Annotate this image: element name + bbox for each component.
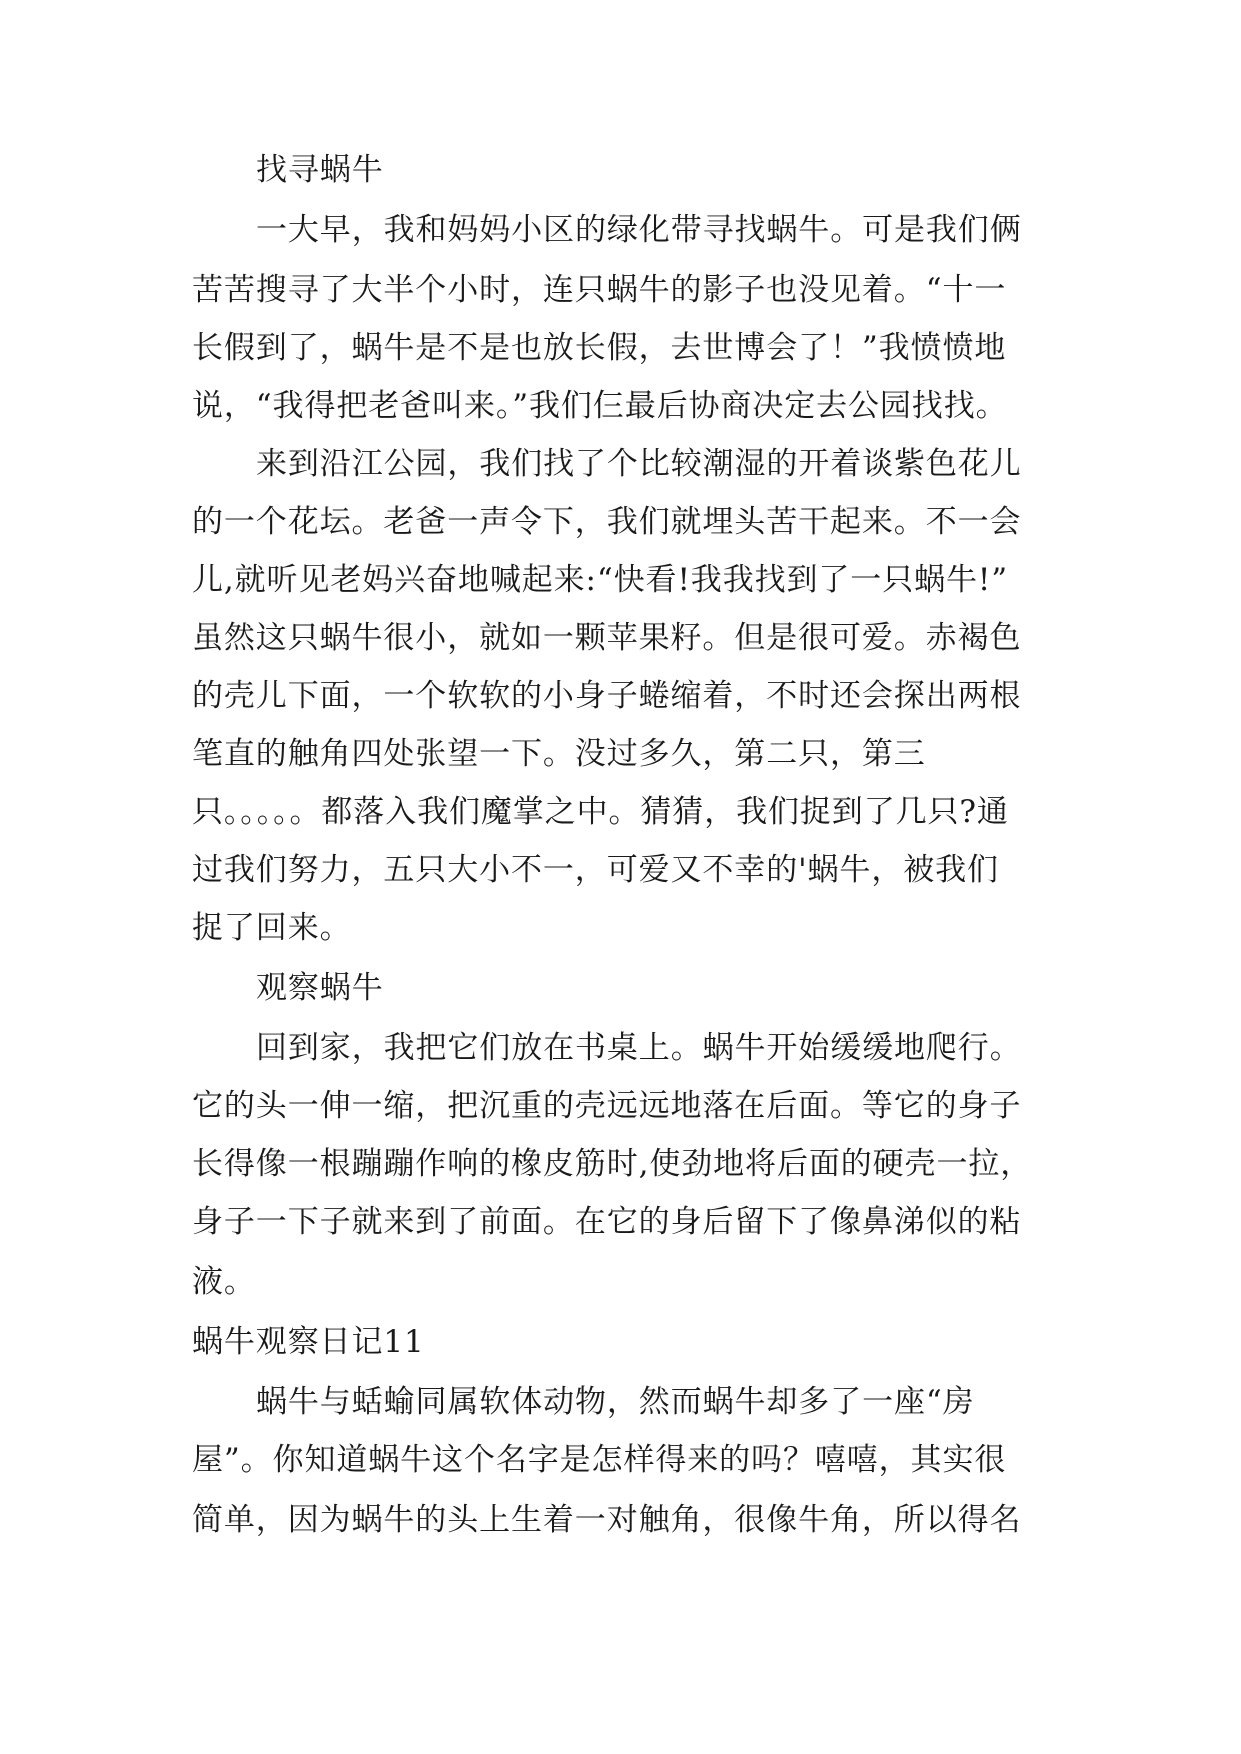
- paragraph-line: 蜗牛与蛞蝓同属软体动物，然而蜗牛却多了一座“房: [256, 1384, 975, 1420]
- paragraph-line: 儿,就听见老妈兴奋地喊起来:“快看!我我找到了一只蜗牛!”: [192, 562, 1009, 598]
- paragraph-line: 过我们努力，五只大小不一，可爱又不幸的'蜗牛，被我们: [192, 852, 999, 888]
- section-heading-observe-snail: 观察蜗牛: [256, 970, 384, 1006]
- paragraph-line: 捉了回来。: [192, 910, 352, 946]
- paragraph-line: 长假到了，蜗牛是不是也放长假，去世博会了！”我愤愤地: [192, 330, 1007, 366]
- paragraph-line: 来到沿江公园，我们找了个比较潮湿的开着谈紫色花儿: [256, 446, 1022, 482]
- paragraph-line: 屋”。你知道蜗牛这个名字是怎样得来的吗？嘻嘻，其实很: [192, 1442, 1007, 1478]
- paragraph-line: 笔直的触角四处张望一下。没过多久，第二只，第三: [192, 736, 926, 772]
- paragraph-line: 的壳儿下面，一个软软的小身子蜷缩着，不时还会探出两根: [192, 678, 1022, 714]
- paragraph-line: 回到家，我把它们放在书桌上。蜗牛开始缓缓地爬行。: [256, 1030, 1022, 1066]
- paragraph-line: 虽然这只蜗牛很小，就如一颗苹果籽。但是很可爱。赤褐色: [192, 620, 1022, 656]
- section-heading-find-snail: 找寻蜗牛: [256, 152, 384, 188]
- paragraph-line: 它的头一伸一缩，把沉重的壳远远地落在后面。等它的身子: [192, 1088, 1022, 1124]
- paragraph-line: 的一个花坛。老爸一声令下，我们就埋头苦干起来。不一会: [192, 504, 1022, 540]
- paragraph-line: 液。: [192, 1264, 256, 1300]
- diary-title: 蜗牛观察日记11: [192, 1324, 425, 1360]
- paragraph-line: 简单，因为蜗牛的头上生着一对触角，很像牛角，所以得名: [192, 1502, 1022, 1538]
- paragraph-line: 只。。。。。都落入我们魔掌之中。猜猜，我们捉到了几只?通: [192, 794, 1009, 830]
- paragraph-line: 长得像一根蹦蹦作响的橡皮筋时,使劲地将后面的硬壳一拉，: [192, 1146, 1033, 1182]
- paragraph-line: 苦苦搜寻了大半个小时，连只蜗牛的影子也没见着。“十一: [192, 272, 1007, 308]
- paragraph-line: 说，“我得把老爸叫来。”我们仨最后协商决定去公园找找。: [192, 388, 1008, 424]
- paragraph-line: 身子一下子就来到了前面。在它的身后留下了像鼻涕似的粘: [192, 1204, 1022, 1240]
- paragraph-line: 一大早，我和妈妈小区的绿化带寻找蜗牛。可是我们俩: [256, 212, 1022, 248]
